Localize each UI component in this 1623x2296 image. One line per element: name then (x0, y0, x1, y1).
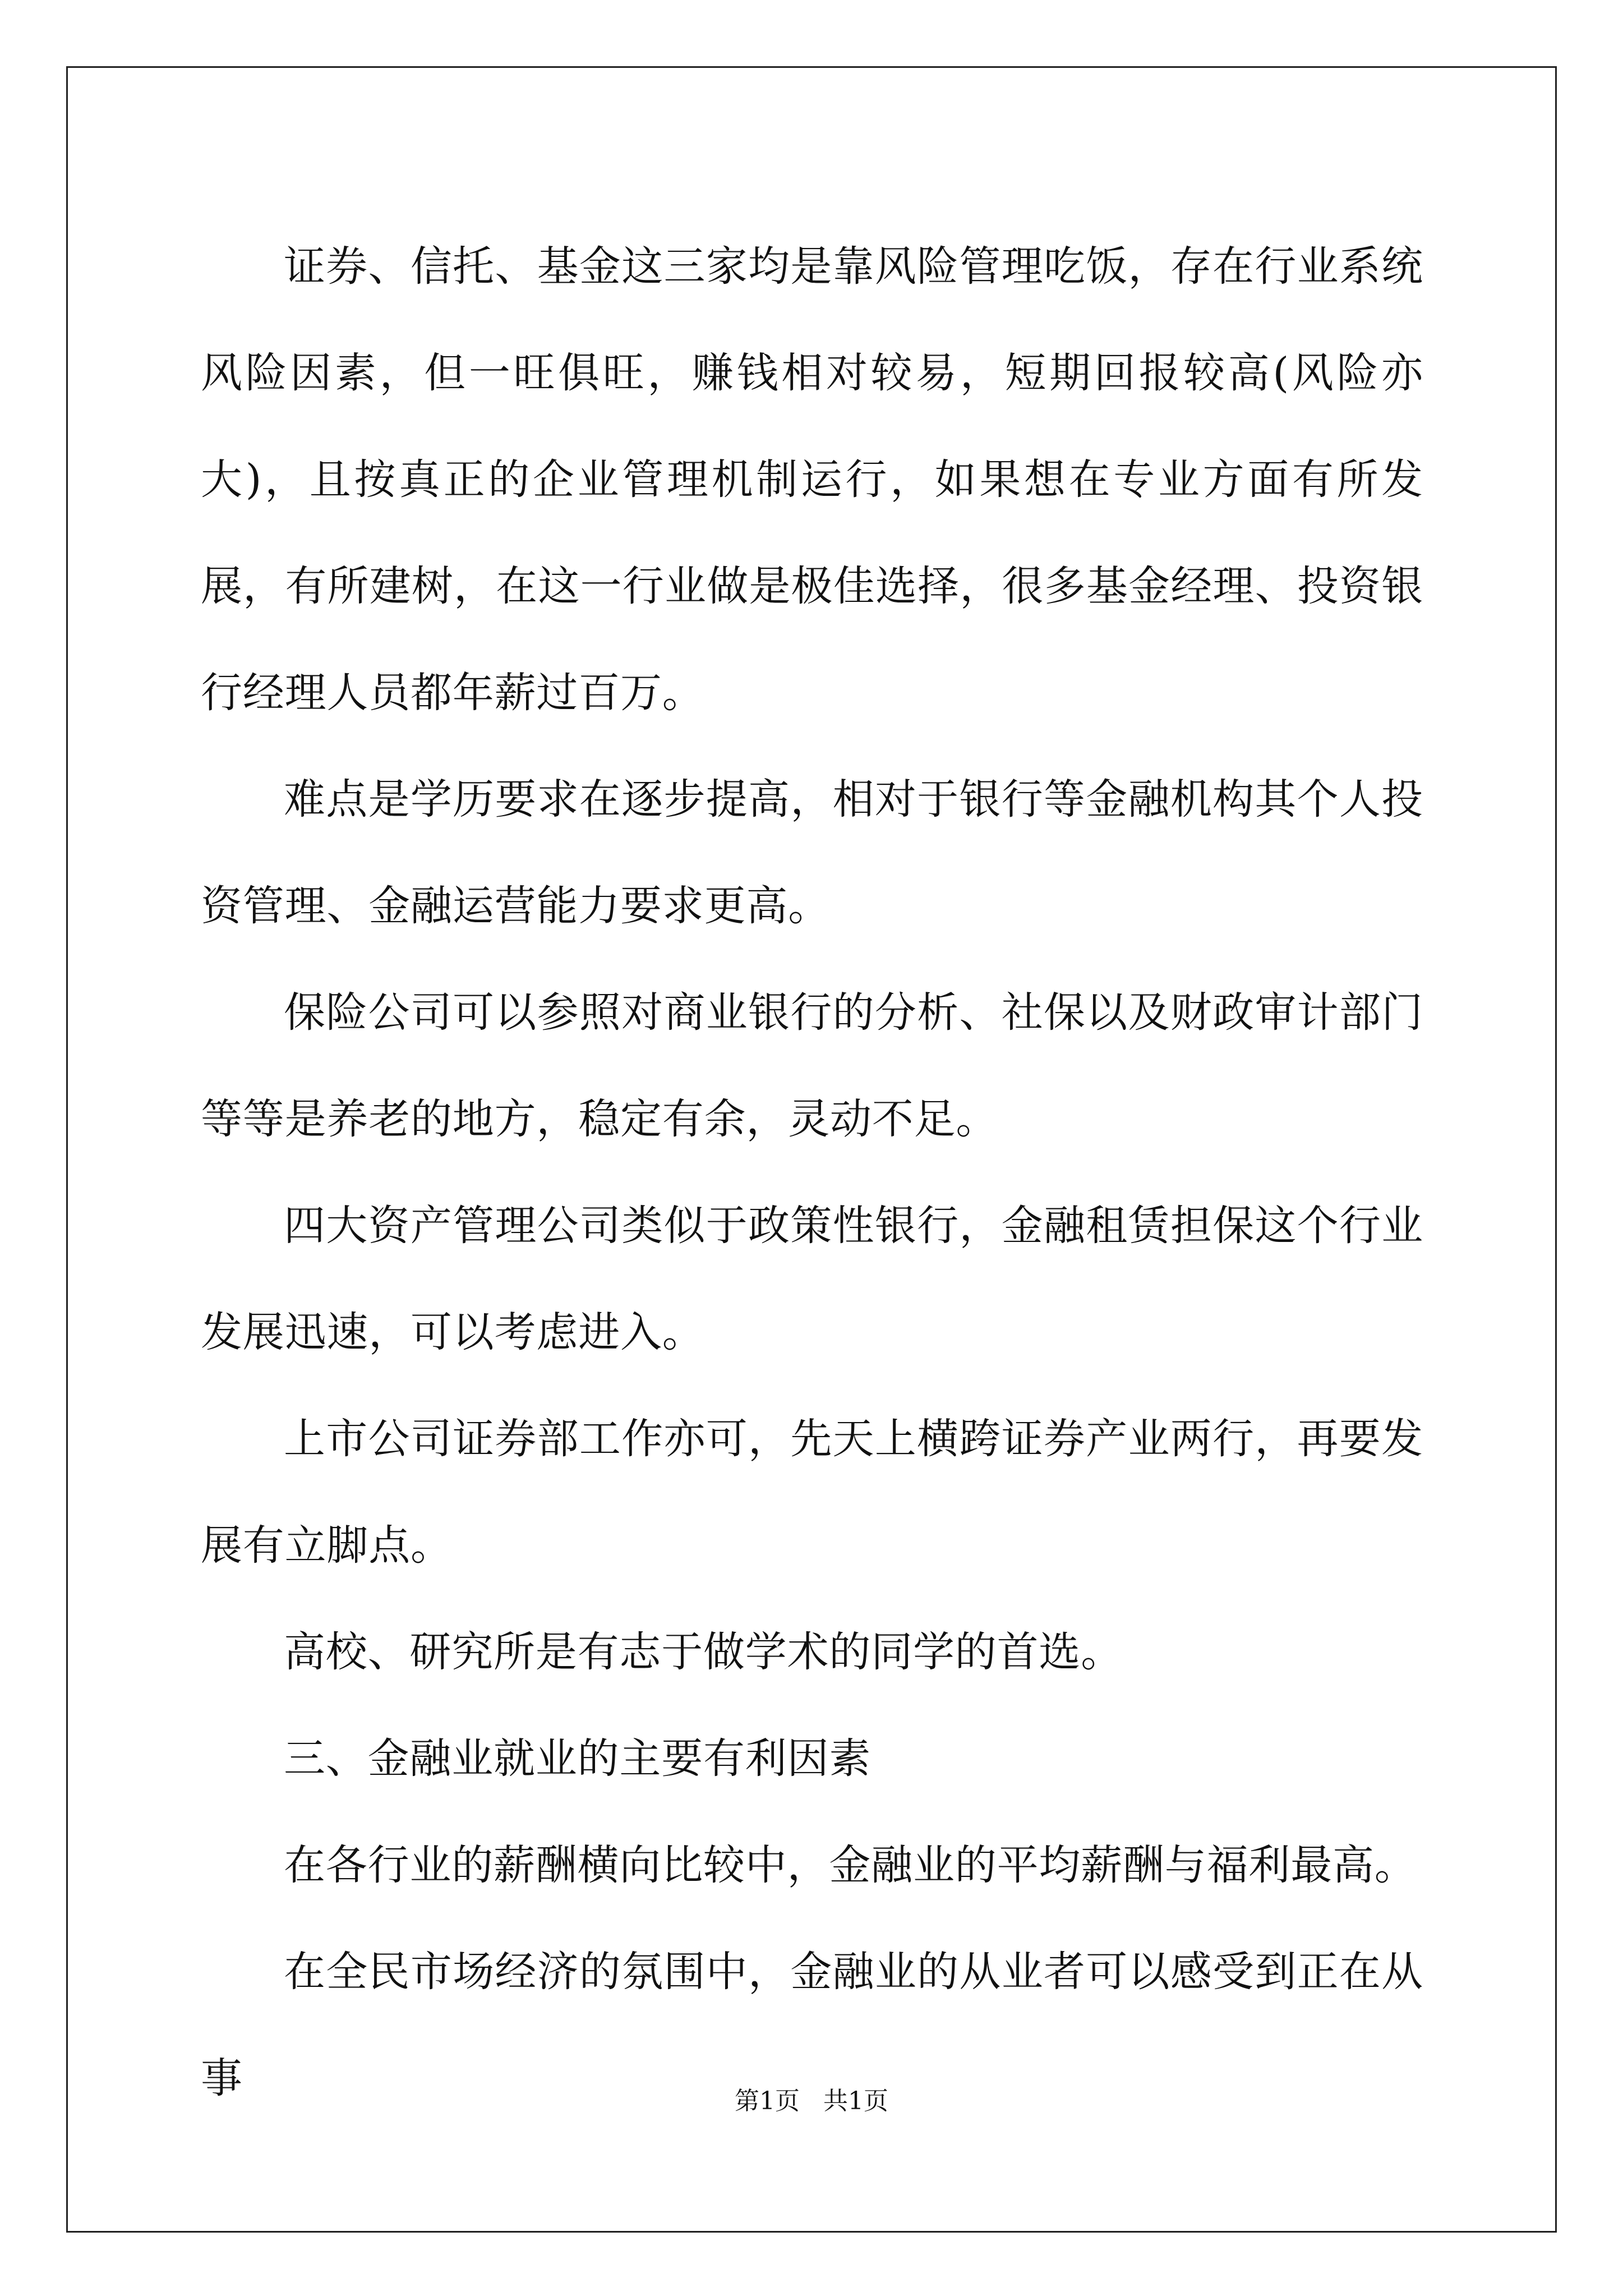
paragraph-6: 高校、研究所是有志于做学术的同学的首选。 (284, 1628, 1123, 1676)
paragraph-8: 在全民市场经济的氛围中，金融业的从业者可以感受到正在从事 (201, 1948, 1423, 2102)
paragraph-3: 保险公司可以参照对商业银行的分析、社保以及财政审计部门等等是养老的地方，稳定有余，灵动不足。 (201, 988, 1423, 1143)
paragraph-4: 四大资产管理公司类似于政策性银行，金融租赁担保这个行业发展迅速，可以考虑进入。 (201, 1202, 1423, 1356)
paragraph-1: 证券、信托、基金这三家均是靠风险管理吃饭，存在行业系统风险因素，但一旺俱旺，赚钱相对较易，短期回报较高(风险亦大)，且按真正的企业管理机制运行，如果想在专业方面有所发展，有所建树，在这一行业做是极佳选择，很多基金经理、投资银行经理人员都年薪过百万。 (201, 242, 1423, 717)
paragraph-5: 上市公司证券部工作亦可，先天上横跨证券产业两行，再要发展有立脚点。 (201, 1415, 1423, 1570)
page-number: 第1页 共1页 (735, 2087, 888, 2115)
paragraph-2: 难点是学历要求在逐步提高，相对于银行等金融机构其个人投资管理、金融运营能力要求更高。 (201, 775, 1423, 930)
paragraph-7: 在各行业的薪酬横向比较中，金融业的平均薪酬与福利最高。 (284, 1841, 1417, 1889)
document-body (201, 213, 1423, 2132)
section-heading: 三、金融业就业的主要有利因素 (284, 1734, 872, 1783)
page-footer (0, 2085, 1623, 2118)
